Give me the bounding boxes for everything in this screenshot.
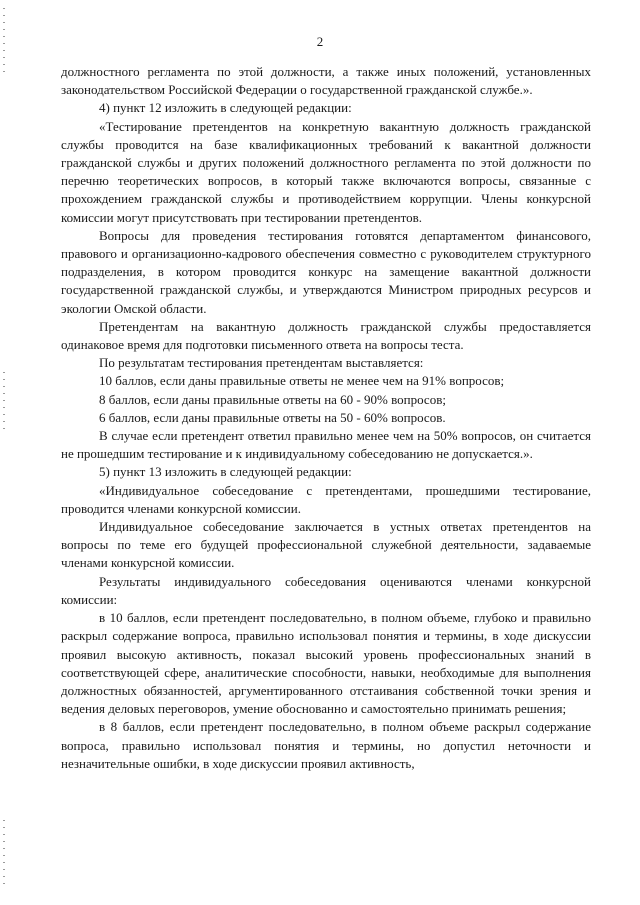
document-body xyxy=(61,63,591,773)
paragraph: Претендентам на вакантную должность гражданской службы предоставляется одинаковое время для подготовки письменного ответа на вопросы теста. xyxy=(61,318,591,353)
paragraph: «Индивидуальное собеседование с претендентами, прошедшими тестирование, проводится членами конкурсной комиссии. xyxy=(61,482,591,516)
paragraph: 5) пункт 13 изложить в следующей редакции: xyxy=(99,464,352,480)
paragraph: Вопросы для проведения тестирования готовятся департаментом финансового, правового и организационно-кадрового обеспечения совместно с руководителем структурного подразделения, в котором проводится конкурс на замещение вакантной должности государственной гражданской службы, и утверждаются Министром природных ресурсов и экологии Омской области. xyxy=(61,227,591,316)
paragraph: в 10 баллов, если претендент последовательно, в полном объеме, глубоко и правильно раскрыл содержание вопроса, правильно использовал понятия и термины, в ходе дискуссии проявил высокую активность, показал высокий уровень профессиональных знаний в соответствующей сфере, аналитические способности, навыки, необходимые для выполнения должностных обязанностей, аргументированного отстаивания собственной точки зрения и ведения деловых переговоров, умение обоснованно и самостоятельно принимать решения; xyxy=(61,610,591,717)
paragraph: 4) пункт 12 изложить в следующей редакции: xyxy=(99,100,352,116)
paragraph: «Тестирование претендентов на конкретную вакантную должность гражданской службы проводится на базе квалификационных требований к вакантной должности гражданской службы и других положений должностного регламента по этой должности по перечню теоретических вопросов, в который также включаются вопросы, связанные с прохождением гражданской службы и противодействием коррупции. Члены конкурсной комиссии могут присутствовать при тестировании претендентов. xyxy=(61,118,591,225)
paragraph: 10 баллов, если даны правильные ответы не менее чем на 91% вопросов; xyxy=(99,373,505,389)
paragraph: В случае если претендент ответил правильно менее чем на 50% вопросов, он считается не прошедшим тестирование и к индивидуальному собеседованию не допускается.». xyxy=(61,428,591,462)
paragraph: должностного регламента по этой должности, а также иных положений, установленных законодательством Российской Федерации о государственной гражданской службе.». xyxy=(61,64,591,98)
page-number: 2 xyxy=(316,34,324,49)
paragraph: По результатам тестирования претендентам выставляется: xyxy=(99,355,424,371)
paragraph: в 8 баллов, если претендент последовательно, в полном объеме раскрыл содержание вопроса, правильно использовал понятия и термины, но допустил неточности и незначительные ошибки, в ходе дискуссии проявил активность, xyxy=(61,719,591,771)
paragraph: Индивидуальное собеседование заключается в устных ответах претендентов на вопросы по теме его будущей профессиональной служебной деятельности, задаваемые членами конкурсной комиссии. xyxy=(61,519,591,571)
paragraph: Результаты индивидуального собеседования оцениваются членами конкурсной комиссии: xyxy=(61,573,591,607)
paragraph: 6 баллов, если даны правильные ответы на 50 - 60% вопросов. xyxy=(99,409,446,425)
margin-dots xyxy=(3,372,5,432)
paragraph: 8 баллов, если даны правильные ответы на 60 - 90% вопросов; xyxy=(99,391,446,407)
margin-dots xyxy=(3,820,5,890)
